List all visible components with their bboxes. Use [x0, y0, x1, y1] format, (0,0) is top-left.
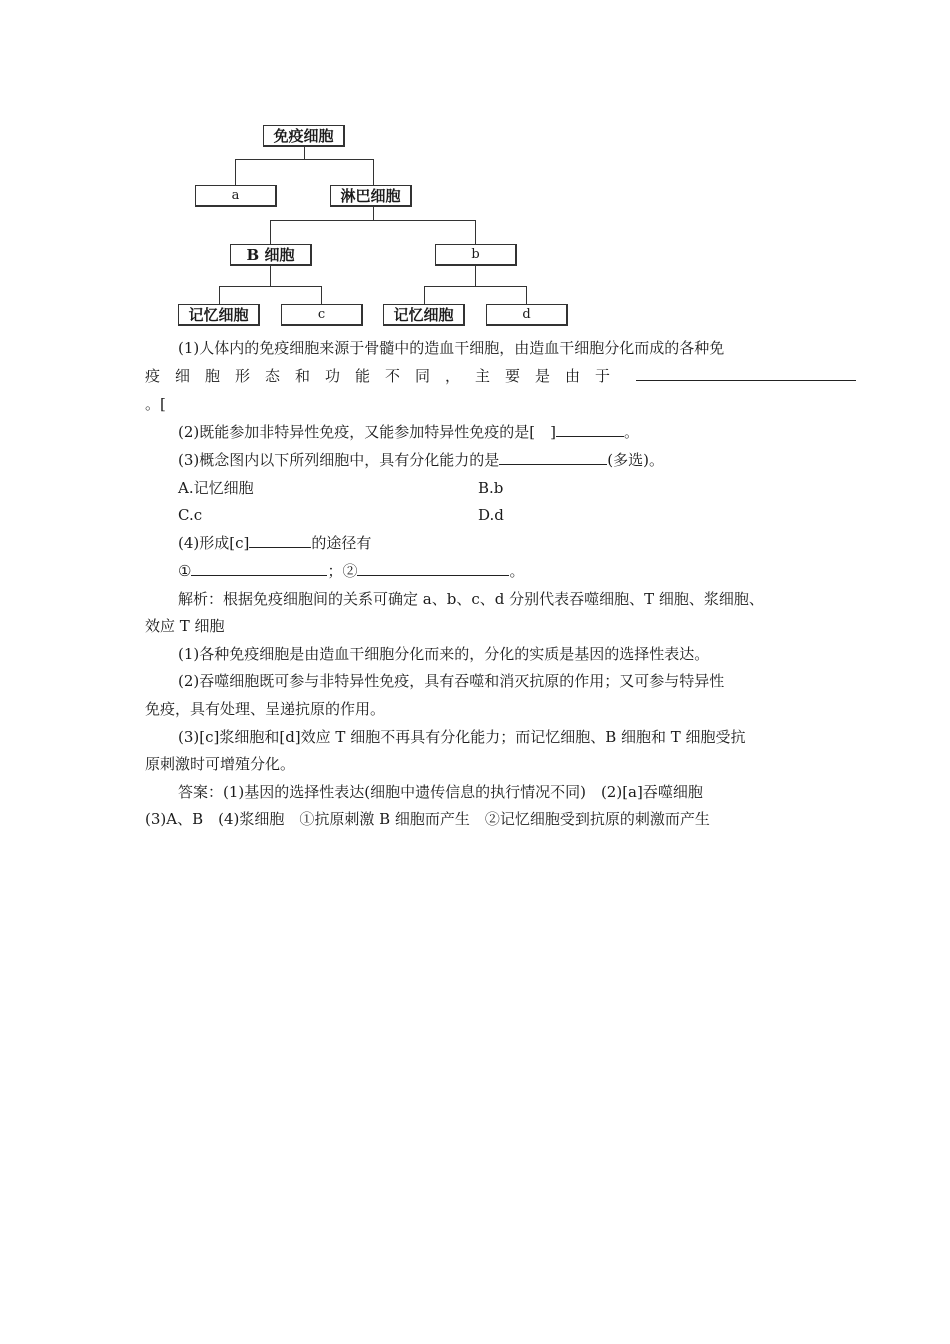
box-lymphocyte: 淋巴细胞	[330, 185, 412, 207]
q4-fin: 。	[509, 562, 525, 580]
connector	[270, 220, 476, 221]
q4-sep: ；②	[327, 562, 358, 580]
connector	[321, 286, 322, 304]
connector	[304, 147, 305, 159]
box-d: d	[486, 304, 568, 326]
q4	[178, 533, 371, 553]
option-a: A.记忆细胞	[178, 479, 254, 497]
box-a: a	[195, 185, 277, 207]
box-b: b	[435, 244, 517, 266]
connector	[270, 220, 271, 244]
connector	[424, 286, 425, 304]
box-memory-cell-1: 记忆细胞	[178, 304, 260, 326]
analysis-line7: 原刺激时可增殖分化。	[145, 755, 296, 773]
q4-text: (4)形成[c]	[178, 534, 250, 552]
q4-answer-blank[interactable]	[249, 533, 311, 548]
box-c: c	[281, 304, 363, 326]
box-immune-cell: 免疫细胞	[263, 125, 345, 147]
answer-line1: 答案：(1)基因的选择性表达(细胞中遗传信息的执行情况不同) (2)[a]吞噬细胞	[178, 783, 703, 801]
connector	[270, 266, 271, 286]
analysis-line1: 解析：根据免疫细胞间的关系可确定 a、b、c、d 分别代表吞噬细胞、T 细胞、浆细胞、	[178, 590, 764, 608]
answer-line2: (3)A、B (4)浆细胞 ①抗原刺激 B 细胞而产生 ②记忆细胞受到抗原的刺激而产生	[145, 810, 710, 828]
option-d: D.d	[478, 506, 504, 524]
q2-text: (2)既能参加非特异性免疫，又能参加特异性免疫的是[ ]	[178, 423, 556, 441]
connector	[475, 220, 476, 244]
q1-line2	[145, 366, 856, 386]
q4-pathway2-blank[interactable]	[357, 561, 509, 576]
analysis-line6: (3)[c]浆细胞和[d]效应 T 细胞不再具有分化能力；而记忆细胞、B 细胞和 T 细胞受抗	[178, 728, 746, 746]
option-c: C.c	[178, 506, 203, 524]
q2	[178, 422, 639, 442]
q3	[178, 450, 664, 470]
box-memory-cell-2: 记忆细胞	[383, 304, 465, 326]
analysis-line3: (1)各种免疫细胞是由造血干细胞分化而来的，分化的实质是基因的选择性表达。	[178, 645, 710, 663]
connector	[235, 159, 236, 185]
connector	[235, 159, 374, 160]
connector	[475, 266, 476, 286]
q3-text: (3)概念图内以下所列细胞中，具有分化能力的是	[178, 451, 500, 469]
connector	[373, 159, 374, 185]
q4-end: 的途径有	[311, 534, 372, 552]
connector	[526, 286, 527, 304]
q2-end: 。	[623, 423, 639, 441]
connector	[373, 207, 374, 220]
q3-answer-blank[interactable]	[499, 450, 607, 465]
option-b: B.b	[478, 479, 504, 497]
q1-answer-blank[interactable]	[636, 366, 856, 381]
box-b-cell: B 细胞	[230, 244, 312, 266]
q1-tail: 。[	[145, 395, 166, 413]
q1-line2-text: 疫细胞形态和功能不同，主要是由于	[145, 367, 626, 385]
q1-line1: (1)人体内的免疫细胞来源于骨髓中的造血干细胞，由造血干细胞分化而成的各种免	[178, 339, 725, 357]
connector	[219, 286, 322, 287]
connector	[219, 286, 220, 304]
analysis-line2: 效应 T 细胞	[145, 617, 225, 635]
analysis-line5: 免疫，具有处理、呈递抗原的作用。	[145, 700, 386, 718]
analysis-line4: (2)吞噬细胞既可参与非特异性免疫，具有吞噬和消灭抗原的作用；又可参与特异性	[178, 672, 725, 690]
q4-pathways	[178, 561, 524, 581]
concept-diagram	[0, 0, 950, 340]
q4-p1: ①	[178, 562, 192, 580]
q2-answer-blank[interactable]	[556, 422, 624, 437]
q4-pathway1-blank[interactable]	[191, 561, 327, 576]
connector	[424, 286, 527, 287]
q3-end: (多选)。	[607, 451, 664, 469]
